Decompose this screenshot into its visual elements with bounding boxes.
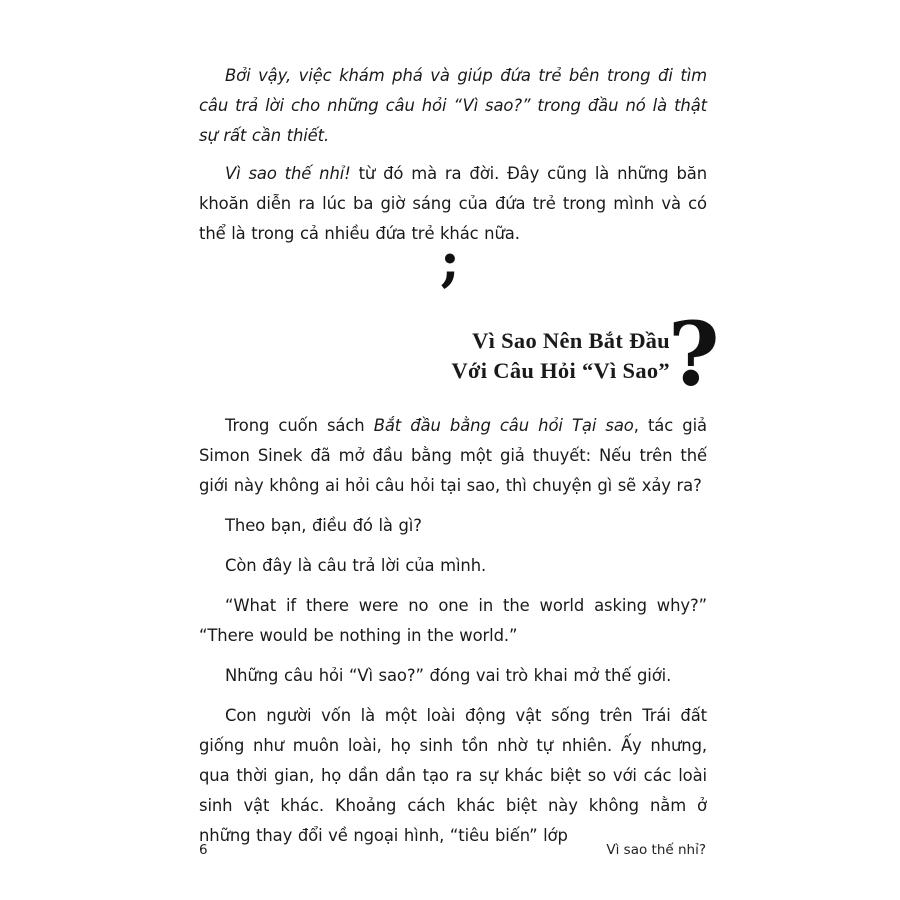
body-paragraph-2: Theo bạn, điều đó là gì?: [225, 516, 422, 535]
body-paragraph-4: “What if there were no one in the world asking why?” “There would be nothing in the world.”: [199, 596, 707, 645]
page-number: 6: [199, 842, 208, 858]
body-paragraph-1-start: Trong cuốn sách: [225, 416, 374, 435]
question-mark-ornament: ?: [668, 302, 720, 406]
section-separator: ;: [440, 229, 460, 293]
body-paragraph-3: Còn đây là câu trả lời của mình.: [225, 556, 487, 575]
body-section: [199, 411, 707, 851]
body-paragraph-6: Con người vốn là một loài động vật sống trên Trái đất giống như muôn loài, họ sinh tồn nhờ tự nhiên. Ấy nhưng, qua thời gian, họ dần dần tạo ra sự khác biệt so với các loài sinh vật khác. Khoảng cách khác biệt này không nằm ở những thay đổi về ngoại hình, “tiêu biến” lớp: [199, 706, 707, 845]
section-heading-line-1: Vì Sao Nên Bắt Đầu: [472, 328, 670, 353]
intro-paragraph-1: Bởi vậy, việc khám phá và giúp đứa trẻ bên trong đi tìm câu trả lời cho những câu hỏi “Vì sao?” trong đầu nó là thật sự rất cần thiết.: [199, 66, 707, 145]
section-heading-line-2: Với Câu Hỏi “Vì Sao”: [451, 358, 670, 383]
intro-paragraph-2-text: từ đó mà ra đời. Đây cũng là những băn khoăn diễn ra lúc ba giờ sáng của đứa trẻ trong mình và có thể là trong cả nhiều đứa trẻ khác nữa.: [199, 164, 707, 243]
book-title-inline: Vì sao thế nhỉ!: [225, 164, 351, 183]
intro-section: [199, 61, 707, 249]
section-heading: [452, 326, 671, 386]
running-title: Vì sao thế nhỉ?: [606, 842, 706, 858]
cited-book-title: Bắt đầu bằng câu hỏi Tại sao: [373, 416, 634, 435]
body-paragraph-5: Những câu hỏi “Vì sao?” đóng vai trò khai mở thế giới.: [225, 666, 672, 685]
body-paragraph-1-end: , tác giả Simon Sinek đã mở đầu bằng một giả thuyết: Nếu trên thế giới này không ai hỏi câu hỏi tại sao, thì chuyện gì sẽ xảy ra?: [199, 416, 707, 495]
body-paragraph-1: [199, 411, 707, 501]
